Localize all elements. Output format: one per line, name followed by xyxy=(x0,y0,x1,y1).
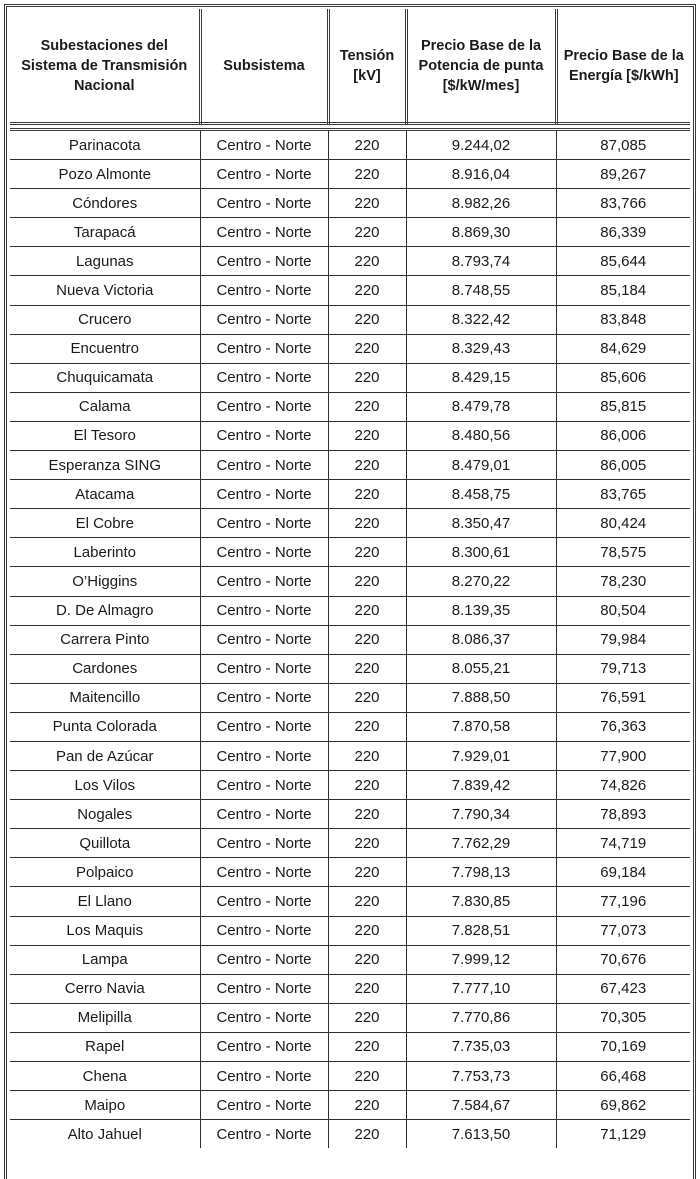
table-row xyxy=(10,887,690,916)
cell-voltage: 220 xyxy=(328,771,406,800)
cell-substation: D. De Almagro xyxy=(10,596,200,625)
table-row xyxy=(10,945,690,974)
cell-subsystem: Centro - Norte xyxy=(200,363,328,392)
cell-power-price: 8.300,61 xyxy=(406,538,556,567)
table-row xyxy=(10,305,690,334)
table-row xyxy=(10,829,690,858)
cell-subsystem: Centro - Norte xyxy=(200,1091,328,1120)
cell-subsystem: Centro - Norte xyxy=(200,1032,328,1061)
cell-voltage: 220 xyxy=(328,741,406,770)
cell-voltage: 220 xyxy=(328,945,406,974)
cell-energy-price: 70,169 xyxy=(556,1032,690,1061)
cell-power-price: 7.999,12 xyxy=(406,945,556,974)
cell-energy-price: 85,184 xyxy=(556,276,690,305)
cell-substation: El Llano xyxy=(10,887,200,916)
cell-substation: Pan de Azúcar xyxy=(10,741,200,770)
cell-energy-price: 87,085 xyxy=(556,130,690,160)
cell-power-price: 8.350,47 xyxy=(406,509,556,538)
cell-energy-price: 80,504 xyxy=(556,596,690,625)
cell-substation: Pozo Almonte xyxy=(10,160,200,189)
cell-energy-price: 77,073 xyxy=(556,916,690,945)
cell-voltage: 220 xyxy=(328,974,406,1003)
cell-energy-price: 78,893 xyxy=(556,800,690,829)
cell-voltage: 220 xyxy=(328,1120,406,1149)
cell-substation: Los Maquis xyxy=(10,916,200,945)
cell-subsystem: Centro - Norte xyxy=(200,916,328,945)
cell-subsystem: Centro - Norte xyxy=(200,829,328,858)
cell-power-price: 7.870,58 xyxy=(406,712,556,741)
table-row xyxy=(10,596,690,625)
cell-power-price: 8.480,56 xyxy=(406,421,556,450)
cell-substation: Atacama xyxy=(10,480,200,509)
cell-substation: El Cobre xyxy=(10,509,200,538)
cell-subsystem: Centro - Norte xyxy=(200,276,328,305)
cell-voltage: 220 xyxy=(328,916,406,945)
cell-substation: Esperanza SING xyxy=(10,451,200,480)
table-row xyxy=(10,800,690,829)
table-row xyxy=(10,1062,690,1091)
cell-substation: Lampa xyxy=(10,945,200,974)
cell-energy-price: 67,423 xyxy=(556,974,690,1003)
cell-subsystem: Centro - Norte xyxy=(200,247,328,276)
cell-power-price: 7.830,85 xyxy=(406,887,556,916)
table-row xyxy=(10,1003,690,1032)
cell-power-price: 7.762,29 xyxy=(406,829,556,858)
cell-energy-price: 79,713 xyxy=(556,654,690,683)
table-row xyxy=(10,480,690,509)
cell-substation: Carrera Pinto xyxy=(10,625,200,654)
cell-subsystem: Centro - Norte xyxy=(200,451,328,480)
cell-voltage: 220 xyxy=(328,1003,406,1032)
cell-power-price: 8.869,30 xyxy=(406,218,556,247)
cell-voltage: 220 xyxy=(328,829,406,858)
cell-substation: Encuentro xyxy=(10,334,200,363)
cell-voltage: 220 xyxy=(328,480,406,509)
cell-voltage: 220 xyxy=(328,509,406,538)
cell-subsystem: Centro - Norte xyxy=(200,218,328,247)
header-voltage: Tensión [kV] xyxy=(328,9,406,124)
cell-energy-price: 69,862 xyxy=(556,1091,690,1120)
cell-voltage: 220 xyxy=(328,712,406,741)
cell-subsystem: Centro - Norte xyxy=(200,421,328,450)
cell-substation: Maipo xyxy=(10,1091,200,1120)
table-row xyxy=(10,858,690,887)
cell-voltage: 220 xyxy=(328,247,406,276)
table-row xyxy=(10,974,690,1003)
cell-substation: Tarapacá xyxy=(10,218,200,247)
table-row xyxy=(10,130,690,160)
cell-substation: Cóndores xyxy=(10,189,200,218)
cell-voltage: 220 xyxy=(328,858,406,887)
table-row xyxy=(10,625,690,654)
cell-voltage: 220 xyxy=(328,276,406,305)
cell-substation: Chuquicamata xyxy=(10,363,200,392)
cell-voltage: 220 xyxy=(328,800,406,829)
cell-voltage: 220 xyxy=(328,887,406,916)
cell-power-price: 8.139,35 xyxy=(406,596,556,625)
cell-subsystem: Centro - Norte xyxy=(200,189,328,218)
cell-subsystem: Centro - Norte xyxy=(200,712,328,741)
cell-energy-price: 74,719 xyxy=(556,829,690,858)
table-row xyxy=(10,451,690,480)
cell-voltage: 220 xyxy=(328,683,406,712)
cell-energy-price: 86,005 xyxy=(556,451,690,480)
cell-energy-price: 71,129 xyxy=(556,1120,690,1149)
cell-subsystem: Centro - Norte xyxy=(200,741,328,770)
cell-voltage: 220 xyxy=(328,392,406,421)
cell-subsystem: Centro - Norte xyxy=(200,567,328,596)
cell-power-price: 7.735,03 xyxy=(406,1032,556,1061)
table-row xyxy=(10,567,690,596)
cell-energy-price: 83,766 xyxy=(556,189,690,218)
cell-voltage: 220 xyxy=(328,334,406,363)
table-body xyxy=(10,128,690,1148)
cell-energy-price: 85,815 xyxy=(556,392,690,421)
cell-voltage: 220 xyxy=(328,189,406,218)
cell-power-price: 7.613,50 xyxy=(406,1120,556,1149)
cell-substation: Chena xyxy=(10,1062,200,1091)
cell-voltage: 220 xyxy=(328,625,406,654)
cell-voltage: 220 xyxy=(328,363,406,392)
cell-energy-price: 76,591 xyxy=(556,683,690,712)
cell-subsystem: Centro - Norte xyxy=(200,945,328,974)
cell-subsystem: Centro - Norte xyxy=(200,538,328,567)
table-row xyxy=(10,1032,690,1061)
cell-substation: Rapel xyxy=(10,1032,200,1061)
cell-subsystem: Centro - Norte xyxy=(200,683,328,712)
cell-power-price: 8.916,04 xyxy=(406,160,556,189)
cell-subsystem: Centro - Norte xyxy=(200,858,328,887)
cell-energy-price: 78,230 xyxy=(556,567,690,596)
cell-subsystem: Centro - Norte xyxy=(200,392,328,421)
cell-power-price: 7.839,42 xyxy=(406,771,556,800)
cell-voltage: 220 xyxy=(328,305,406,334)
cell-power-price: 8.086,37 xyxy=(406,625,556,654)
cell-subsystem: Centro - Norte xyxy=(200,654,328,683)
cell-substation: Crucero xyxy=(10,305,200,334)
cell-voltage: 220 xyxy=(328,596,406,625)
cell-energy-price: 70,305 xyxy=(556,1003,690,1032)
cell-voltage: 220 xyxy=(328,538,406,567)
table-row xyxy=(10,1120,690,1149)
cell-subsystem: Centro - Norte xyxy=(200,160,328,189)
cell-energy-price: 84,629 xyxy=(556,334,690,363)
cell-energy-price: 85,644 xyxy=(556,247,690,276)
table-row xyxy=(10,189,690,218)
cell-energy-price: 89,267 xyxy=(556,160,690,189)
cell-substation: Laberinto xyxy=(10,538,200,567)
table-row xyxy=(10,654,690,683)
cell-energy-price: 86,006 xyxy=(556,421,690,450)
cell-energy-price: 79,984 xyxy=(556,625,690,654)
cell-voltage: 220 xyxy=(328,130,406,160)
cell-power-price: 8.479,78 xyxy=(406,392,556,421)
cell-substation: Calama xyxy=(10,392,200,421)
cell-energy-price: 80,424 xyxy=(556,509,690,538)
cell-energy-price: 66,468 xyxy=(556,1062,690,1091)
cell-energy-price: 70,676 xyxy=(556,945,690,974)
cell-energy-price: 77,196 xyxy=(556,887,690,916)
cell-subsystem: Centro - Norte xyxy=(200,130,328,160)
cell-power-price: 8.748,55 xyxy=(406,276,556,305)
cell-power-price: 7.888,50 xyxy=(406,683,556,712)
cell-subsystem: Centro - Norte xyxy=(200,771,328,800)
table-row xyxy=(10,538,690,567)
cell-voltage: 220 xyxy=(328,1032,406,1061)
table-row xyxy=(10,771,690,800)
table-row xyxy=(10,509,690,538)
cell-substation: Nogales xyxy=(10,800,200,829)
cell-substation: Nueva Victoria xyxy=(10,276,200,305)
table-header xyxy=(10,9,690,125)
cell-subsystem: Centro - Norte xyxy=(200,509,328,538)
cell-power-price: 7.790,34 xyxy=(406,800,556,829)
table-row xyxy=(10,334,690,363)
cell-power-price: 7.777,10 xyxy=(406,974,556,1003)
cell-power-price: 8.329,43 xyxy=(406,334,556,363)
cell-subsystem: Centro - Norte xyxy=(200,974,328,1003)
table-row xyxy=(10,363,690,392)
cell-power-price: 8.055,21 xyxy=(406,654,556,683)
cell-substation: Polpaico xyxy=(10,858,200,887)
cell-subsystem: Centro - Norte xyxy=(200,596,328,625)
cell-voltage: 220 xyxy=(328,654,406,683)
cell-energy-price: 86,339 xyxy=(556,218,690,247)
cell-subsystem: Centro - Norte xyxy=(200,887,328,916)
header-energy-price: Precio Base de la Energía [$/kWh] xyxy=(556,9,690,124)
cell-subsystem: Centro - Norte xyxy=(200,800,328,829)
cell-voltage: 220 xyxy=(328,421,406,450)
cell-substation: Los Vilos xyxy=(10,771,200,800)
cell-energy-price: 83,765 xyxy=(556,480,690,509)
table-row xyxy=(10,421,690,450)
cell-substation: Melipilla xyxy=(10,1003,200,1032)
table-row xyxy=(10,916,690,945)
cell-substation: Cardones xyxy=(10,654,200,683)
cell-power-price: 7.798,13 xyxy=(406,858,556,887)
cell-power-price: 8.322,42 xyxy=(406,305,556,334)
cell-voltage: 220 xyxy=(328,160,406,189)
cell-subsystem: Centro - Norte xyxy=(200,1003,328,1032)
header-power-price: Precio Base de la Potencia de punta [$/kW/mes] xyxy=(406,9,556,124)
cell-subsystem: Centro - Norte xyxy=(200,1120,328,1149)
cell-substation: O’Higgins xyxy=(10,567,200,596)
header-row xyxy=(10,9,690,124)
table-frame xyxy=(4,4,696,1179)
table-row xyxy=(10,741,690,770)
table-row xyxy=(10,160,690,189)
cell-subsystem: Centro - Norte xyxy=(200,1062,328,1091)
table-row xyxy=(10,247,690,276)
cell-energy-price: 76,363 xyxy=(556,712,690,741)
cell-substation: El Tesoro xyxy=(10,421,200,450)
cell-energy-price: 69,184 xyxy=(556,858,690,887)
cell-voltage: 220 xyxy=(328,218,406,247)
cell-power-price: 7.929,01 xyxy=(406,741,556,770)
cell-power-price: 7.753,73 xyxy=(406,1062,556,1091)
cell-power-price: 9.244,02 xyxy=(406,130,556,160)
cell-substation: Parinacota xyxy=(10,130,200,160)
cell-voltage: 220 xyxy=(328,451,406,480)
cell-power-price: 8.458,75 xyxy=(406,480,556,509)
cell-power-price: 8.429,15 xyxy=(406,363,556,392)
cell-substation: Punta Colorada xyxy=(10,712,200,741)
cell-energy-price: 85,606 xyxy=(556,363,690,392)
table-row xyxy=(10,392,690,421)
cell-substation: Maitencillo xyxy=(10,683,200,712)
cell-voltage: 220 xyxy=(328,1062,406,1091)
cell-voltage: 220 xyxy=(328,567,406,596)
table-row xyxy=(10,218,690,247)
table-row xyxy=(10,276,690,305)
cell-power-price: 8.793,74 xyxy=(406,247,556,276)
header-substation: Subestaciones del Sistema de Transmisión Nacional xyxy=(10,9,200,124)
cell-energy-price: 77,900 xyxy=(556,741,690,770)
cell-subsystem: Centro - Norte xyxy=(200,480,328,509)
cell-power-price: 7.770,86 xyxy=(406,1003,556,1032)
cell-voltage: 220 xyxy=(328,1091,406,1120)
header-subsystem: Subsistema xyxy=(200,9,328,124)
cell-subsystem: Centro - Norte xyxy=(200,305,328,334)
cell-power-price: 8.982,26 xyxy=(406,189,556,218)
cell-energy-price: 83,848 xyxy=(556,305,690,334)
table-row xyxy=(10,683,690,712)
table-row xyxy=(10,712,690,741)
cell-power-price: 7.584,67 xyxy=(406,1091,556,1120)
cell-power-price: 8.479,01 xyxy=(406,451,556,480)
cell-power-price: 8.270,22 xyxy=(406,567,556,596)
cell-substation: Alto Jahuel xyxy=(10,1120,200,1149)
cell-energy-price: 74,826 xyxy=(556,771,690,800)
cell-energy-price: 78,575 xyxy=(556,538,690,567)
cell-subsystem: Centro - Norte xyxy=(200,625,328,654)
cell-subsystem: Centro - Norte xyxy=(200,334,328,363)
cell-substation: Lagunas xyxy=(10,247,200,276)
table-row xyxy=(10,1091,690,1120)
cell-substation: Quillota xyxy=(10,829,200,858)
cell-power-price: 7.828,51 xyxy=(406,916,556,945)
cell-substation: Cerro Navia xyxy=(10,974,200,1003)
